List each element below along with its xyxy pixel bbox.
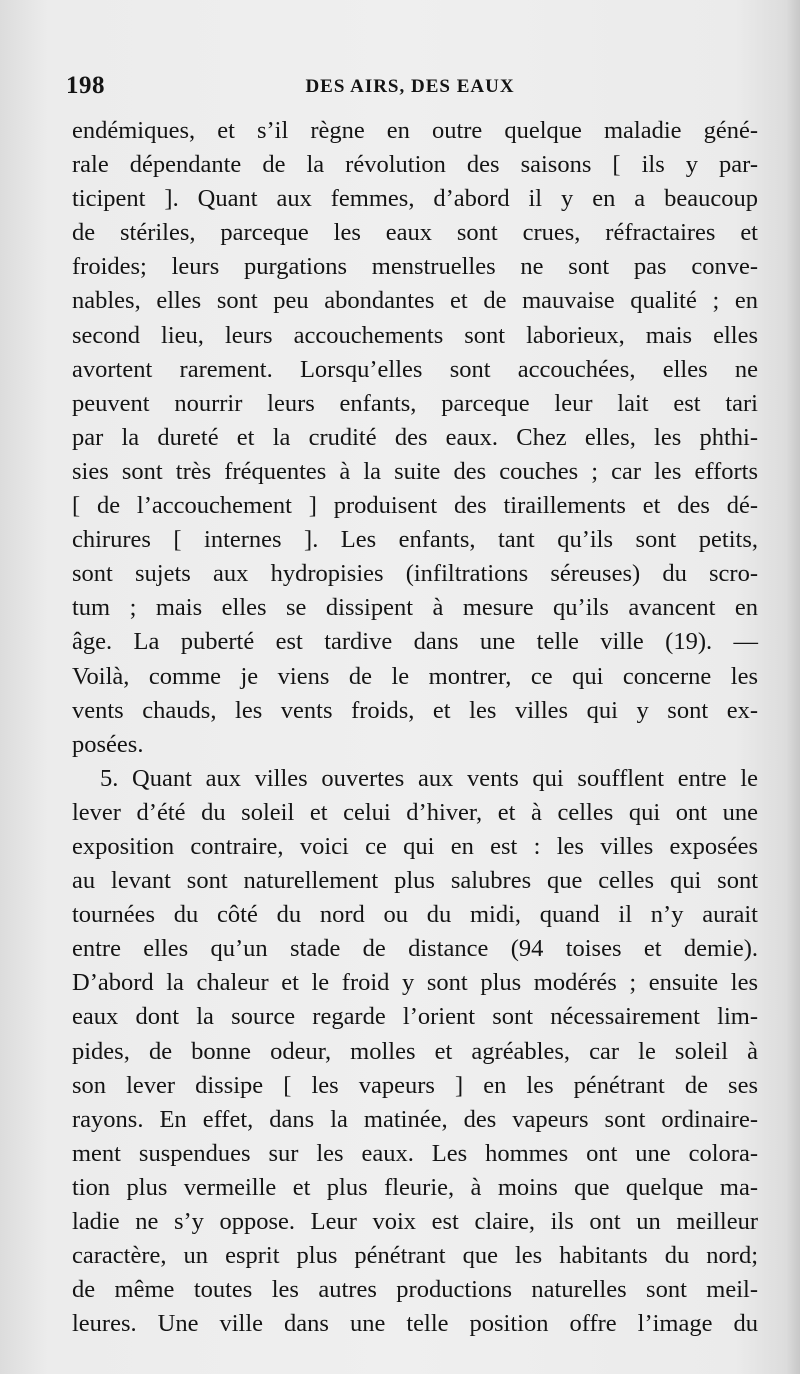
text-line: ment suspendues sur les eaux. Les hommes ont une colora- [72,1139,758,1167]
text-line: avortent rarement. Lorsqu’elles sont accouchées, elles ne [72,355,758,383]
text-line: posées. [72,730,144,758]
text-line: pides, de bonne odeur, molles et agréables, car le soleil à [72,1037,758,1065]
text-line: ladie ne s’y oppose. Leur voix est claire, ils ont un meilleur [72,1208,758,1235]
text-line: Voilà, comme je viens de le montrer, ce qui concerne les [72,662,758,690]
text-line: tion plus vermeille et plus fleurie, à moins que quelque ma- [72,1173,758,1201]
text-line: rayons. En effet, dans la matinée, des vapeurs sont ordinaire- [72,1105,758,1133]
text-line: second lieu, leurs accouchements sont laborieux, mais elles [72,321,758,349]
paragraph [72,762,758,1342]
text-line: au levant sont naturellement plus salubres que celles qui sont [72,867,758,895]
text-line: D’abord la chaleur et le froid y sont plus modérés ; ensuite les [72,969,758,997]
text-line: [ de l’accouchement ] produisent des tiraillements et des dé- [72,492,758,520]
text-line: peuvent nourrir leurs enfants, parceque leur lait est tari [72,389,758,417]
text-line: sont sujets aux hydropisies (infiltrations séreuses) du scro- [72,560,758,588]
text-line: froides; leurs purgations menstruelles ne sont pas conve- [72,253,758,281]
text-line: entre elles qu’un stade de distance (94 toises et demie). [72,935,758,963]
text-line: lever d’été du soleil et celui d’hiver, et à celles qui ont une [72,798,758,826]
text-line: exposition contraire, voici ce qui en est : les villes exposées [72,832,758,860]
text-line: âge. La puberté est tardive dans une telle ville (19). — [72,628,758,656]
text-line: par la dureté et la crudité des eaux. Chez elles, les phthi- [72,423,758,451]
text-line: de stériles, parceque les eaux sont crues, réfractaires et [72,219,758,247]
text-line: caractère, un esprit plus pénétrant que les habitants du nord; [72,1242,758,1270]
text-line: 5. Quant aux villes ouvertes aux vents qui soufflent entre le [100,764,758,792]
text-line: eaux dont la source regarde l’orient sont nécessairement lim- [72,1003,758,1031]
text-line: tournées du côté du nord ou du midi, quand il n’y aurait [72,901,758,929]
text-line: de même toutes les autres productions naturelles sont meil- [72,1276,758,1304]
text-line: vents chauds, les vents froids, et les villes qui y sont ex- [72,696,758,724]
text-line: ticipent ]. Quant aux femmes, d’abord il y en a beaucoup [72,185,758,213]
page-number: 198 [66,72,105,99]
running-head [66,72,754,104]
text-line: rale dépendante de la révolution des saisons [ ils y par- [72,151,758,179]
text-line: leures. Une ville dans une telle position offre l’image du [72,1310,758,1338]
text-line: sies sont très fréquentes à la suite des couches ; car les efforts [72,457,758,485]
text-line: chirures [ internes ]. Les enfants, tant qu’ils sont petits, [72,526,758,554]
text-line: nables, elles sont peu abondantes et de mauvaise qualité ; en [72,287,758,315]
paragraph [72,114,758,762]
running-title: DES AIRS, DES EAUX [305,76,515,97]
text-line: son lever dissipe [ les vapeurs ] en les pénétrant de ses [72,1071,758,1099]
body-text [72,114,758,1341]
text-line: endémiques, et s’il règne en outre quelque maladie géné- [72,117,758,144]
text-line: tum ; mais elles se dissipent à mesure qu’ils avancent en [72,594,758,622]
